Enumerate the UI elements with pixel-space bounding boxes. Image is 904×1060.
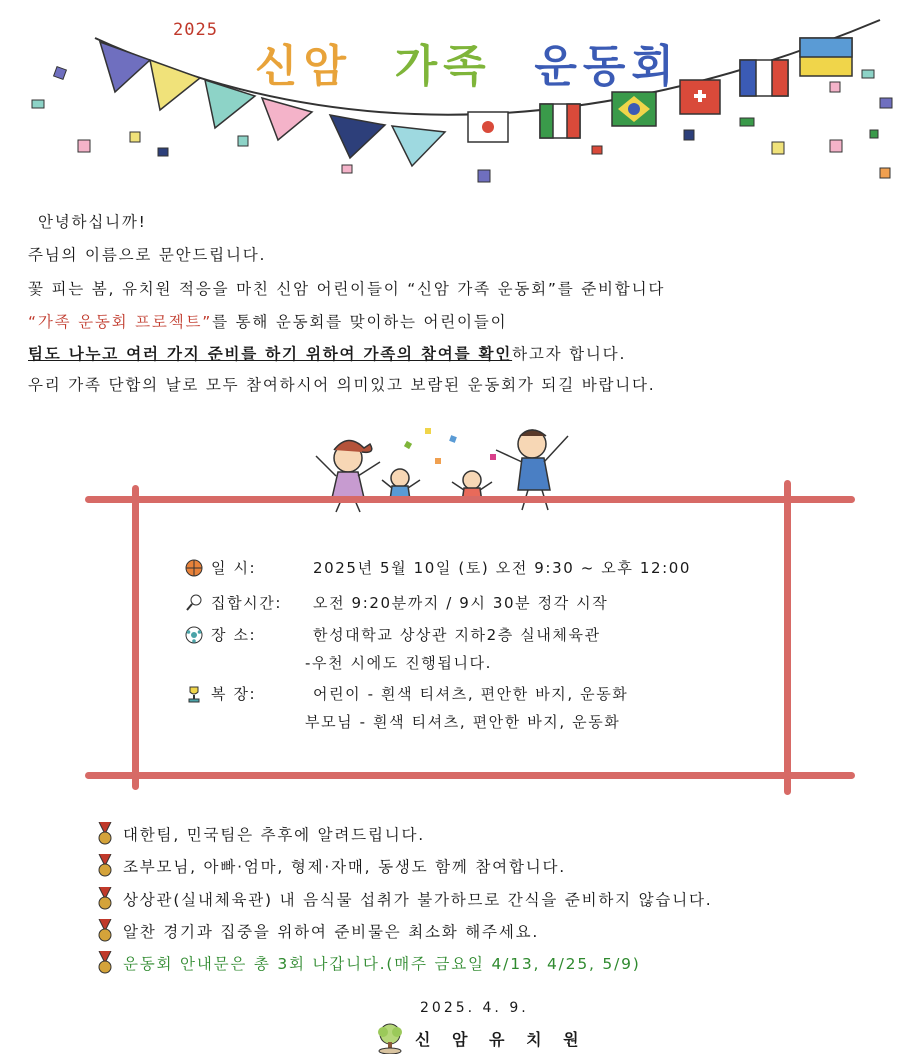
note-text: 대한팀, 민국팀은 추후에 알려드립니다. [123, 826, 426, 844]
info-place-row [185, 624, 601, 645]
info-date-row [185, 557, 691, 578]
medal-icon [95, 919, 115, 943]
participation-emphasis: 팀도 나누고 여러 가지 준비를 하기 위하여 가족의 참여를 확인 [28, 345, 513, 363]
trophy-icon [185, 685, 203, 703]
meet-value: 오전 9:20분까지 / 9시 30분 정각 시작 [313, 594, 609, 612]
note-text: 알찬 경기과 집중을 위하여 준비물은 최소화 해주세요. [123, 923, 540, 941]
note-text: 조부모님, 아빠·엄마, 형제·자매, 동생도 함께 참여합니다. [123, 858, 567, 876]
date-value: 2025년 5월 10일 (토) 오전 9:30 ~ 오후 12:00 [313, 559, 692, 577]
project-name: “가족 운동회 프로젝트” [28, 313, 213, 331]
note-item [95, 919, 539, 943]
intro-line-5: 우리 가족 단합의 날로 모두 참여하시어 의미있고 보람된 운동회가 되길 바랍니다. [28, 376, 656, 394]
info-meet-row [185, 592, 608, 613]
note-text: 상상관(실내체육관) 내 음식물 섭취가 불가하므로 간식을 준비하지 않습니다. [123, 891, 713, 909]
intro-line-3-rest: 를 통해 운동회를 맞이하는 어린이들이 [212, 313, 508, 331]
place-value: 한성대학교 상상관 지하2층 실내체육관 [313, 626, 601, 644]
title-word-1: 신암 [255, 41, 353, 92]
title-word-2: 가족 [394, 41, 492, 92]
place-note: -우천 시에도 진행됩니다. [305, 654, 493, 672]
issue-date: 2025. 4. 9. [420, 1000, 529, 1016]
date-label: 일 시: [211, 559, 257, 577]
soccer-ball-icon [185, 626, 203, 644]
racket-icon [185, 594, 203, 612]
school-logo-icon [373, 1022, 407, 1054]
note-item [95, 822, 425, 846]
school-name: 신 암 유 치 원 [415, 1029, 587, 1049]
medal-icon [95, 887, 115, 911]
school-signature [373, 1022, 587, 1054]
intro-line-2: 꽃 피는 봄, 유치원 적응을 마친 신암 어린이들이 “신암 가족 운동회”를 준비합니다 [28, 280, 666, 298]
note-item [95, 854, 566, 878]
dress-parent: 부모님 - 흰색 티셔츠, 편안한 바지, 운동화 [305, 713, 621, 731]
meet-label: 집합시간: [211, 594, 283, 612]
intro-line-4 [28, 342, 626, 364]
medal-icon [95, 951, 115, 975]
intro-line-4-rest: 하고자 합니다. [512, 345, 627, 363]
intro-line-3 [28, 310, 507, 332]
page-title [255, 30, 680, 94]
event-year: 2025 [173, 20, 218, 40]
medal-icon [95, 854, 115, 878]
basketball-icon [185, 559, 203, 577]
frame-right [784, 480, 791, 795]
title-word-3: 운동회 [534, 41, 680, 92]
dress-child: 어린이 - 흰색 티셔츠, 편안한 바지, 운동화 [313, 685, 629, 703]
info-dress-row [185, 683, 628, 704]
place-label: 장 소: [211, 626, 257, 644]
greeting: 안녕하십니까! [38, 213, 147, 231]
frame-bottom [85, 772, 855, 779]
intro-line-1: 주님의 이름으로 문안드립니다. [28, 246, 267, 264]
frame-top [85, 496, 855, 503]
note-item [95, 887, 712, 911]
medal-icon [95, 822, 115, 846]
frame-left [132, 485, 139, 790]
dress-label: 복 장: [211, 685, 257, 703]
note-text: 운동회 안내문은 총 3회 나갑니다.(매주 금요일 4/13, 4/25, 5/9) [123, 955, 641, 973]
note-item [95, 951, 641, 975]
